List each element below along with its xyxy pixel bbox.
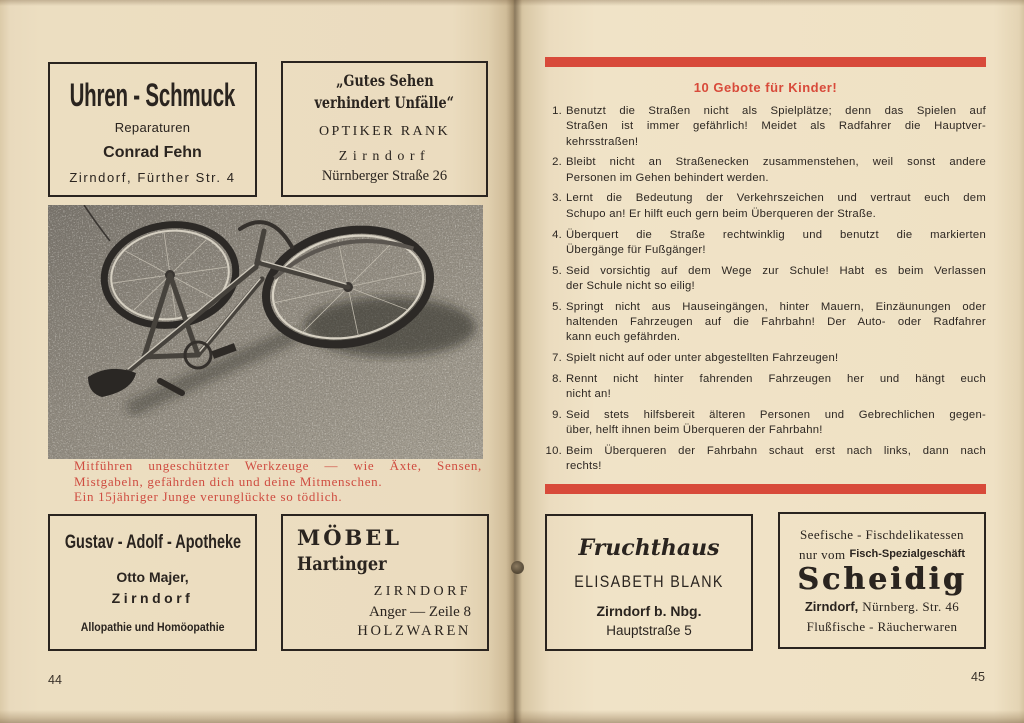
rule-text [566,228,986,259]
owner-row [50,143,255,163]
rule-line: Beim Überqueren der Fahrbahn schaut erst nach links, dann nach [566,445,986,458]
rule-item [543,104,986,150]
rule-item [543,264,986,295]
rule-text [566,351,986,366]
headline-row [547,535,751,561]
rule-number: 1. [552,105,562,117]
rule-text [566,264,986,295]
ad-line-2-prefix: nur vom [798,547,846,562]
rule-line: kehrsstraßen! [566,135,639,148]
ad-slogan-line-1: „Gutes Sehen [335,71,434,90]
rule-number: 9. [552,409,562,422]
category-row [283,622,487,640]
red-rule-top [545,57,986,67]
ad-town: Zirndorf b. Nbg. [596,603,702,619]
name-row [283,123,486,141]
rule-line: Straßen ist immer gefährlich! Meidet als Radfahrer die Hauptver- [566,120,986,133]
rule-number: 3. [552,192,562,205]
rules-list [543,104,986,480]
headline-row [283,526,487,550]
caption-line: Mitführen ungeschützter Werkzeuge — wie Äxte, Sensen, [74,458,482,473]
slogan-row-2 [283,93,486,113]
ad-town: Zirndorf [111,590,194,606]
rule-line: Seid vorsichtig auf dem Wege zur Schule! Habt es beim Verlassen [566,264,986,277]
ad-address: Anger — Zeile 8 [368,604,471,620]
ad-headline: Fruchthaus [578,535,720,561]
rule-item [543,155,986,186]
rule-line: Übergänge für Fußgänger! [566,243,706,256]
ad-address: Nürnberger Straße 26 [321,168,448,184]
ad-town: ZIRNDORF [373,584,471,599]
rule-line: Schupo an! Er hilft euch gern beim Überqueren der Straße. [566,207,877,220]
town-row [50,589,255,607]
address-row [283,167,486,185]
rule-line: über, helft ihnen beim Überqueren der Fahrbahn! [566,424,823,437]
rule-line: der Schule nicht so eilig! [566,279,695,292]
rule-item [543,191,986,222]
rule-line: kann euch gefährden. [566,331,681,344]
ad-address-town: Zirndorf, [804,599,859,614]
staple [511,561,524,574]
address-row [780,598,984,615]
line2-row [780,546,984,563]
ad-headline: Gustav - Adolf - Apotheke [64,532,241,553]
ad-optiker-rank [281,61,488,197]
book-fold [506,0,522,723]
rule-number: 5. [552,300,562,313]
address-row [283,603,487,621]
rule-number: 5. [552,264,562,277]
rule-line: nicht an! [566,388,611,401]
rule-text [566,155,986,186]
rule-text [566,372,986,403]
ad-owner: Otto Majer, [116,569,189,585]
rule-line: Bleibt nicht an Straßenecken zusammenstehen, weil sonst andere [566,156,986,169]
ad-owner: ELISABETH BLANK [574,572,724,591]
ad-address-street: Nürnberg. Str. 46 [862,599,960,614]
ad-owner: Conrad Fehn [103,144,202,161]
seat-tube [144,355,198,357]
town-row [547,602,751,620]
name-row [780,564,984,596]
ad-line-2-shop: Fisch-Spezialgeschäft [849,548,966,560]
ad-slogan-line-2: verhindert Unfälle“ [314,93,455,112]
caption-line: Mistgabeln, gefährden dich und deine Mitmenschen. [74,473,383,489]
rule-number: 8. [552,372,562,385]
rule-item [543,408,986,439]
ad-town: Zirndorf [338,149,431,164]
owner-row [547,572,751,592]
photo-caption [74,458,482,505]
ad-name: Scheidig [797,562,967,597]
ad-apotheke [48,514,257,651]
rule-line: Personen im Gehen behindert werden. [566,171,769,184]
line1-row [780,526,984,543]
rule-item [543,351,986,366]
caption-line: Ein 15jähriger Junge verunglückte so tödlich. [74,489,343,504]
rule-text [566,444,986,475]
ad-headline: MÖBEL [297,525,403,550]
ad-category: HOLZWAREN [357,623,471,639]
red-rule-bottom [545,484,986,494]
ad-uhren-schmuck [48,62,257,197]
headline-row [50,532,255,554]
service-row [50,120,255,136]
rule-line: Rennt nicht hinter fahrenden Fahrzeugen her und hängt euch [566,372,986,385]
owner-row [50,568,255,586]
rule-line: Überquert die Straße rechtwinklig und benutzt die markierten [566,228,986,241]
page-number-right: 45 [971,670,985,684]
address-row [50,170,255,186]
ad-name: Hartinger [297,553,387,575]
rule-line: Benutzt die Straßen nicht als Spielplätze; denn das Spielen auf [566,105,986,117]
address-row [547,622,751,640]
rule-text [566,104,986,150]
rule-number: 10. [545,445,562,458]
slogan-row-1 [283,71,486,91]
bicycle-photo [48,205,483,459]
rule-item [543,372,986,403]
line5-row [780,618,984,635]
ad-scheidig [778,512,986,649]
ad-line-5: Flußfische - Räucherwaren [806,619,958,634]
town-row [283,148,486,166]
headline-row [50,77,255,113]
ad-name: OPTIKER RANK [318,124,451,139]
bicycle-photo-image [48,205,483,459]
rule-line: rechts! [566,460,602,473]
ad-address: Hauptstraße 5 [606,623,692,638]
rule-line: Spielt nicht auf oder unter abgestellten Fahrzeugen! [566,352,839,365]
rule-text [566,300,986,346]
rule-item [543,228,986,259]
name-row [283,553,487,575]
rule-item [543,300,986,346]
ad-address: Zirndorf, Fürther Str. 4 [69,170,236,185]
ad-line-1: Seefische - Fischdelikatessen [800,527,964,542]
rules-title: 10 Gebote für Kinder! [693,80,838,95]
rule-line: Springt nicht aus Hauseingängen, hinter Mauern, Einzäunungen oder [566,300,986,313]
ad-specialty: Allopathie und Homöopathie [80,620,225,634]
rule-line: Lernt die Bedeutung der Verkehrszeichen und vertraut euch dem [566,192,986,205]
rule-number: 4. [552,228,562,241]
specialty-row [50,619,255,635]
ad-fruchthaus [545,514,753,651]
rule-text [566,408,986,439]
town-row [283,583,487,601]
ad-service: Reparaturen [114,120,191,135]
rule-line: haltenden Fahrzeugen auf die Fahrbahn! Der Auto- oder Radfahrer [566,316,986,329]
ad-moebel-hartinger [281,514,489,651]
ad-headline: Uhren - Schmuck [69,77,236,113]
rule-text [566,191,986,222]
rule-number: 2. [552,156,562,169]
rule-item [543,444,986,475]
page-number-left: 44 [48,673,62,687]
rule-number: 7. [552,352,562,365]
rule-line: Seid stets hilfsbereit älteren Personen und Gebrechlichen gegen- [566,409,986,422]
